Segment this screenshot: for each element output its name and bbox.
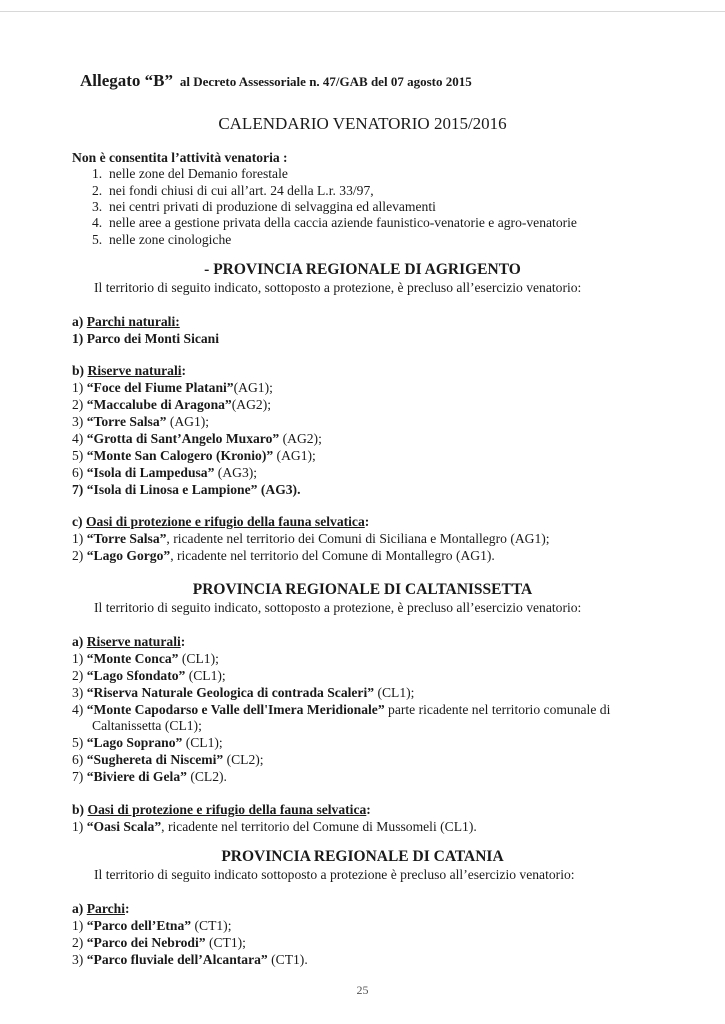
intro-item: 1. nelle zone del Demanio forestale: [92, 166, 288, 181]
page-title: CALENDARIO VENATORIO 2015/2016: [218, 114, 507, 133]
section-title-caltanissetta: PROVINCIA REGIONALE DI CALTANISSETTA: [192, 581, 533, 598]
list-item: 7) “Isola di Linosa e Lampione” (AG3).: [72, 482, 301, 497]
list-item: 1) “Parco dell’Etna” (CT1);: [72, 918, 232, 933]
page-number: 25: [356, 983, 369, 997]
list-item: 3) “Parco fluviale dell’Alcantara” (CT1).: [72, 952, 308, 967]
allegato-label: Allegato “B”: [80, 71, 174, 90]
list-item: 6) “Isola di Lampedusa” (AG3);: [72, 465, 258, 480]
subsection-heading: c) Oasi di protezione e rifugio della fauna selvatica:: [72, 514, 370, 529]
list-item: 3) “Riserva Naturale Geologica di contrada Scaleri” (CL1);: [72, 685, 415, 700]
list-item: 7) “Biviere di Gela” (CL2).: [72, 769, 227, 784]
list-item: 5) “Lago Soprano” (CL1);: [72, 735, 223, 750]
list-item: 3) “Torre Salsa” (AG1);: [72, 414, 210, 429]
subsection-heading: b) Oasi di protezione e rifugio della fauna selvatica:: [72, 802, 371, 817]
section-intro: Il territorio di seguito indicato sottoposto a protezione è precluso all’esercizio venatorio:: [94, 867, 575, 882]
section-intro: Il territorio di seguito indicato, sottoposto a protezione, è precluso all’esercizio venatorio:: [94, 600, 582, 615]
list-item: 1) Parco dei Monti Sicani: [72, 331, 220, 346]
intro-item: 4. nelle aree a gestione privata della caccia aziende faunistico-venatorie e agro-venatorie: [92, 215, 577, 230]
section-title-agrigento: - PROVINCIA REGIONALE DI AGRIGENTO: [204, 261, 521, 278]
decreto-reference: al Decreto Assessoriale n. 47/GAB del 07 agosto 2015: [179, 74, 472, 89]
list-item: 4) “Monte Capodarso e Valle dell'Imera Meridionale” parte ricadente nel territorio comunale di: [72, 702, 611, 717]
list-item: 1) “Monte Conca” (CL1);: [72, 651, 219, 666]
list-item: 1) “Torre Salsa”, ricadente nel territorio dei Comuni di Siciliana e Montallegro (AG1);: [72, 531, 550, 546]
intro-item: 2. nei fondi chiusi di cui all’art. 24 della L.r. 33/97,: [92, 183, 374, 198]
list-item: 5) “Monte San Calogero (Kronio)” (AG1);: [72, 448, 316, 463]
intro-item: 3. nei centri privati di produzione di selvaggina ed allevamenti: [92, 199, 436, 214]
list-item: 2) “Lago Sfondato” (CL1);: [72, 668, 226, 683]
page-top-edge: [0, 11, 725, 12]
section-intro: Il territorio di seguito indicato, sottoposto a protezione, è precluso all’esercizio venatorio:: [94, 280, 582, 295]
list-item: 6) “Sughereta di Niscemi” (CL2);: [72, 752, 264, 767]
section-title-catania: PROVINCIA REGIONALE DI CATANIA: [221, 848, 504, 865]
list-item: 4) “Grotta di Sant’Angelo Muxaro” (AG2);: [72, 431, 322, 446]
intro-heading: Non è consentita l’attività venatoria :: [72, 150, 288, 165]
intro-item: 5. nelle zone cinologiche: [92, 232, 232, 247]
subsection-heading: a) Riserve naturali:: [72, 634, 186, 649]
list-item: 1) “Foce del Fiume Platani”(AG1);: [72, 380, 273, 395]
list-item-continuation: Caltanissetta (CL1);: [92, 718, 202, 733]
list-item: 2) “Parco dei Nebrodi” (CT1);: [72, 935, 246, 950]
subsection-heading: a) Parchi naturali:: [72, 314, 180, 329]
subsection-heading: a) Parchi:: [72, 901, 130, 916]
list-item: 1) “Oasi Scala”, ricadente nel territorio del Comune di Mussomeli (CL1).: [72, 819, 477, 834]
list-item: 2) “Maccalube di Aragona”(AG2);: [72, 397, 271, 412]
document-header: [80, 72, 472, 90]
subsection-heading: b) Riserve naturali:: [72, 363, 187, 378]
list-item: 2) “Lago Gorgo”, ricadente nel territorio del Comune di Montallegro (AG1).: [72, 548, 495, 563]
